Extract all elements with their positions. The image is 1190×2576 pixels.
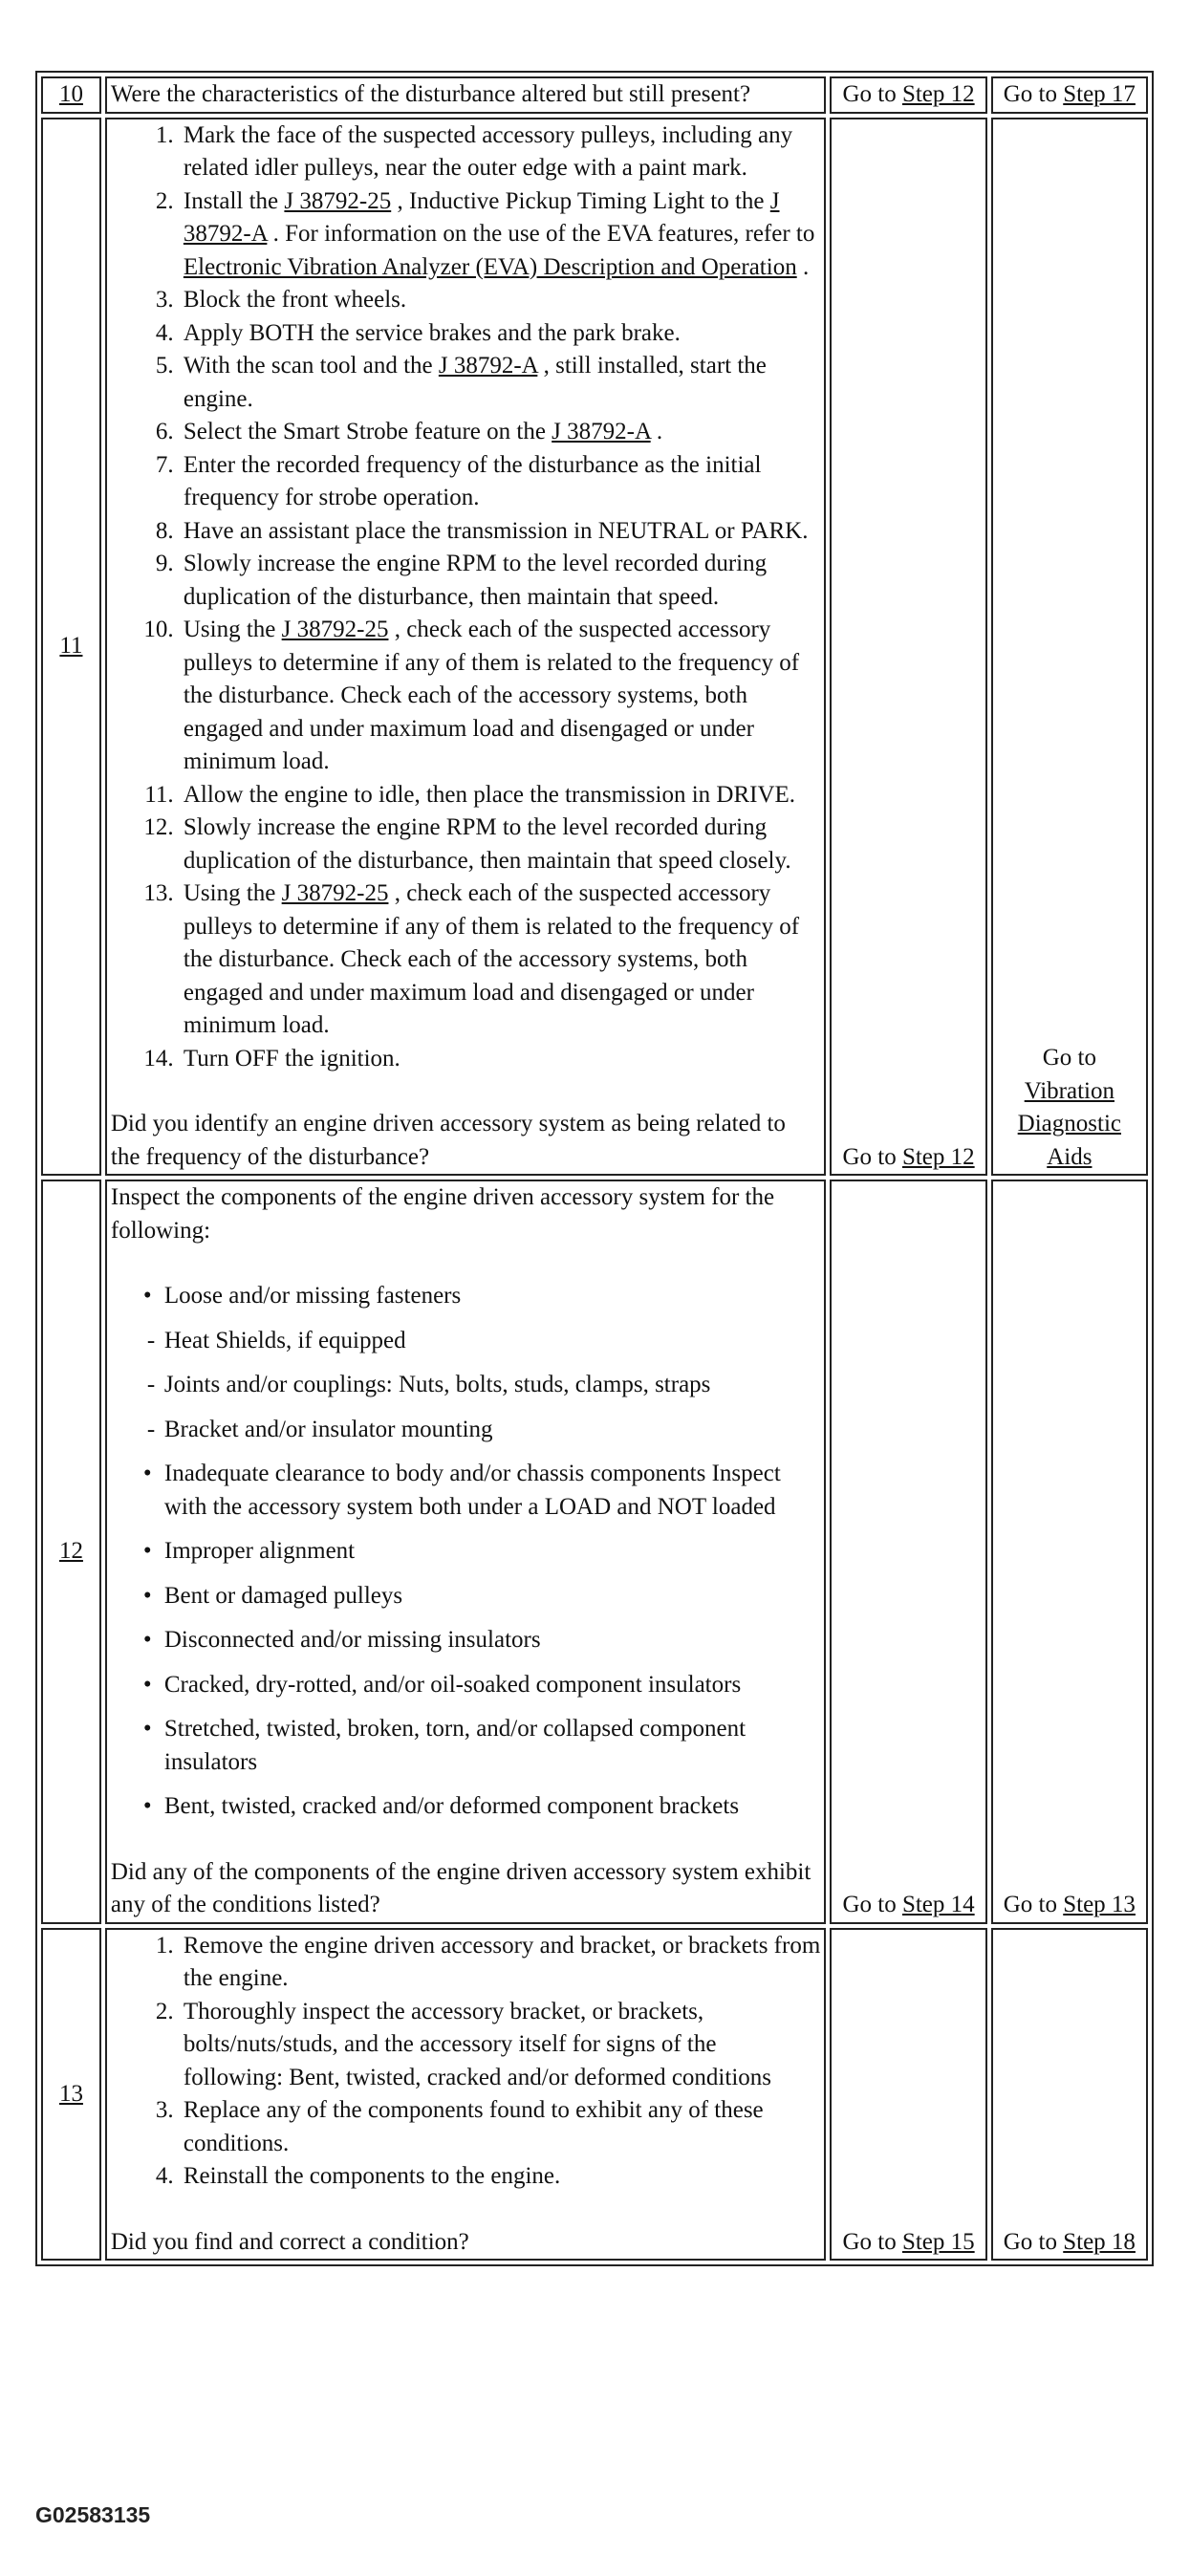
step-question: Did any of the components of the engine driven accessory system exhibit any of the conditions listed? xyxy=(110,1858,811,1917)
procedure-step xyxy=(180,1930,821,1996)
reference-link[interactable]: J 38792-A xyxy=(552,419,651,444)
yes-cell xyxy=(830,76,986,114)
procedure-step xyxy=(180,185,821,285)
yes-prefix: Go to xyxy=(842,2228,902,2255)
inspection-intro: Inspect the components of the engine driven accessory system for the following: xyxy=(110,1184,775,1244)
reference-link[interactable]: J 38792-25 xyxy=(281,880,389,906)
checklist-item: • Bent or damaged pulleys xyxy=(140,1580,821,1613)
yes-prefix: Go to xyxy=(842,1143,902,1170)
checklist-item: • Cracked, dry-rotted, and/or oil-soaked component insulators xyxy=(140,1669,821,1702)
step-text: , still installed, start the engine. xyxy=(183,353,767,412)
step-text: Reinstall the components to the engine. xyxy=(183,2163,561,2189)
step-text: . xyxy=(650,419,663,444)
yes-link[interactable]: Step 12 xyxy=(901,81,975,107)
no-link[interactable]: Vibration Diagnostic Aids xyxy=(1017,1077,1121,1170)
step-question: Were the characteristics of the disturbance altered but still present? xyxy=(110,81,751,107)
step-text: Have an assistant place the transmission in NEUTRAL or PARK. xyxy=(183,517,809,544)
no-prefix: Go to xyxy=(1003,1892,1064,1917)
procedure-step xyxy=(180,779,821,812)
procedure-step xyxy=(180,284,821,317)
procedure-step xyxy=(180,416,821,449)
procedure-step xyxy=(180,515,821,549)
no-cell xyxy=(991,76,1148,114)
no-prefix: Go to xyxy=(1003,81,1064,107)
procedure-step xyxy=(180,449,821,515)
step-number-link[interactable]: 11 xyxy=(59,633,83,659)
step-text: With the scan tool and the xyxy=(183,353,439,379)
step-text: Slowly increase the engine RPM to the level recorded during duplication of the disturbance, then maintain that speed closely. xyxy=(183,814,791,874)
step-text: Using the xyxy=(183,880,282,906)
step-text: , check each of the suspected accessory pulleys to determine if any of them is related to the frequency of the disturbance. Check each of the accessory systems, both engaged and under maximum load and disengaged or under minimum load. xyxy=(183,617,800,774)
step-number-link[interactable]: 10 xyxy=(58,81,83,107)
inspection-checklist xyxy=(111,1280,821,1824)
yes-cell xyxy=(830,1928,986,2262)
step-text: . xyxy=(796,253,810,280)
yes-link[interactable]: Step 12 xyxy=(901,1143,975,1170)
step-text: Slowly increase the engine RPM to the level recorded during duplication of the disturbance, then maintain that speed. xyxy=(183,551,768,610)
action-cell xyxy=(105,1928,827,2262)
procedure-step xyxy=(180,119,821,185)
step-text: Select the Smart Strobe feature on the xyxy=(183,419,552,444)
procedure-step xyxy=(180,2160,821,2194)
procedure-step xyxy=(180,1996,821,2095)
action-cell xyxy=(105,118,827,1177)
no-prefix: Go to xyxy=(1042,1045,1096,1071)
procedure-step xyxy=(180,877,821,1043)
no-link[interactable]: Step 17 xyxy=(1063,81,1136,107)
reference-link[interactable]: Electronic Vibration Analyzer (EVA) Description and Operation xyxy=(183,253,797,280)
no-cell xyxy=(991,1928,1148,2262)
step-row-13 xyxy=(41,1928,1148,2262)
action-cell xyxy=(105,1180,827,1924)
checklist-subitem: - Heat Shields, if equipped xyxy=(140,1325,821,1358)
step-text: , Inductive Pickup Timing Light to the xyxy=(391,187,770,214)
step-text: Turn OFF the ignition. xyxy=(183,1045,400,1072)
procedure-list xyxy=(111,1930,821,2194)
checklist-item: • Loose and/or missing fasteners xyxy=(140,1280,821,1313)
checklist-item: • Disconnected and/or missing insulators xyxy=(140,1624,821,1657)
yes-link[interactable]: Step 14 xyxy=(901,1892,975,1917)
no-cell xyxy=(991,1180,1148,1924)
step-text: Allow the engine to idle, then place the transmission in DRIVE. xyxy=(183,781,796,808)
yes-prefix: Go to xyxy=(842,81,902,107)
step-question: Did you identify an engine driven accessory system as being related to the frequency of the disturbance? xyxy=(110,1111,786,1170)
step-row-12 xyxy=(41,1180,1148,1924)
action-cell xyxy=(105,76,827,114)
no-link[interactable]: Step 13 xyxy=(1063,1892,1136,1917)
procedure-step xyxy=(180,350,821,416)
yes-prefix: Go to xyxy=(842,1892,902,1917)
step-text: Using the xyxy=(183,617,282,642)
step-number-link[interactable]: 13 xyxy=(58,2080,83,2107)
step-text: , check each of the suspected accessory pulleys to determine if any of them is related to the frequency of the disturbance. Check each of the accessory systems, both engaged and under maximum load and disengaged or under minimum load. xyxy=(183,880,800,1038)
checklist-subitem: - Joints and/or couplings: Nuts, bolts, studs, clamps, straps xyxy=(140,1369,821,1402)
step-number-cell xyxy=(41,118,101,1177)
step-number-link[interactable]: 12 xyxy=(58,1538,83,1564)
procedure-step xyxy=(180,548,821,614)
no-prefix: Go to xyxy=(1003,2228,1064,2255)
procedure-step xyxy=(180,317,821,351)
yes-link[interactable]: Step 15 xyxy=(901,2228,975,2255)
step-text: Install the xyxy=(183,187,285,214)
checklist-subitem: - Bracket and/or insulator mounting xyxy=(140,1414,821,1447)
no-cell xyxy=(991,118,1148,1177)
no-link[interactable]: Step 18 xyxy=(1063,2228,1136,2255)
step-text: Block the front wheels. xyxy=(183,287,407,313)
procedure-step xyxy=(180,614,821,779)
reference-link[interactable]: J 38792-25 xyxy=(281,617,389,642)
reference-link[interactable]: J 38792-A xyxy=(438,353,538,379)
procedure-step xyxy=(180,812,821,877)
step-text: Remove the engine driven accessory and bracket, or brackets from the engine. xyxy=(183,1932,821,1991)
checklist-item: • Inadequate clearance to body and/or chassis components Inspect with the accessory system both under a LOAD and NOT loaded xyxy=(140,1458,821,1524)
step-number-cell xyxy=(41,76,101,114)
step-row-10 xyxy=(41,76,1148,114)
step-text: Thoroughly inspect the accessory bracket, or brackets, bolts/nuts/studs, and the accessory itself for signs of the following: Bent, twisted, cracked and/or deformed conditions xyxy=(183,1998,771,2090)
checklist-item: • Bent, twisted, cracked and/or deformed component brackets xyxy=(140,1790,821,1824)
step-question: Did you find and correct a condition? xyxy=(110,2228,469,2255)
step-text: Enter the recorded frequency of the disturbance as the initial frequency for strobe operation. xyxy=(183,451,762,510)
procedure-step xyxy=(180,2094,821,2160)
step-text: Replace any of the components found to exhibit any of these conditions. xyxy=(183,2097,764,2156)
checklist-item: • Improper alignment xyxy=(140,1535,821,1569)
diagnostic-steps-table xyxy=(35,71,1154,2266)
checklist-item: • Stretched, twisted, broken, torn, and/or collapsed component insulators xyxy=(140,1713,821,1779)
step-text: Apply BOTH the service brakes and the park brake. xyxy=(183,319,681,346)
figure-id: G02583135 xyxy=(35,2502,151,2527)
step-row-11 xyxy=(41,118,1148,1177)
step-text: Mark the face of the suspected accessory pulleys, including any related idler pulleys, near the outer edge with a paint mark. xyxy=(183,121,793,181)
procedure-list xyxy=(111,119,821,1076)
step-number-cell xyxy=(41,1180,101,1924)
step-number-cell xyxy=(41,1928,101,2262)
yes-cell xyxy=(830,1180,986,1924)
diagnostic-document xyxy=(35,71,1154,2266)
reference-link[interactable]: J 38792-A xyxy=(183,187,780,247)
step-text: . For information on the use of the EVA features, refer to xyxy=(267,221,815,247)
reference-link[interactable]: J 38792-25 xyxy=(284,187,392,214)
yes-cell xyxy=(830,118,986,1177)
procedure-step xyxy=(180,1043,821,1076)
